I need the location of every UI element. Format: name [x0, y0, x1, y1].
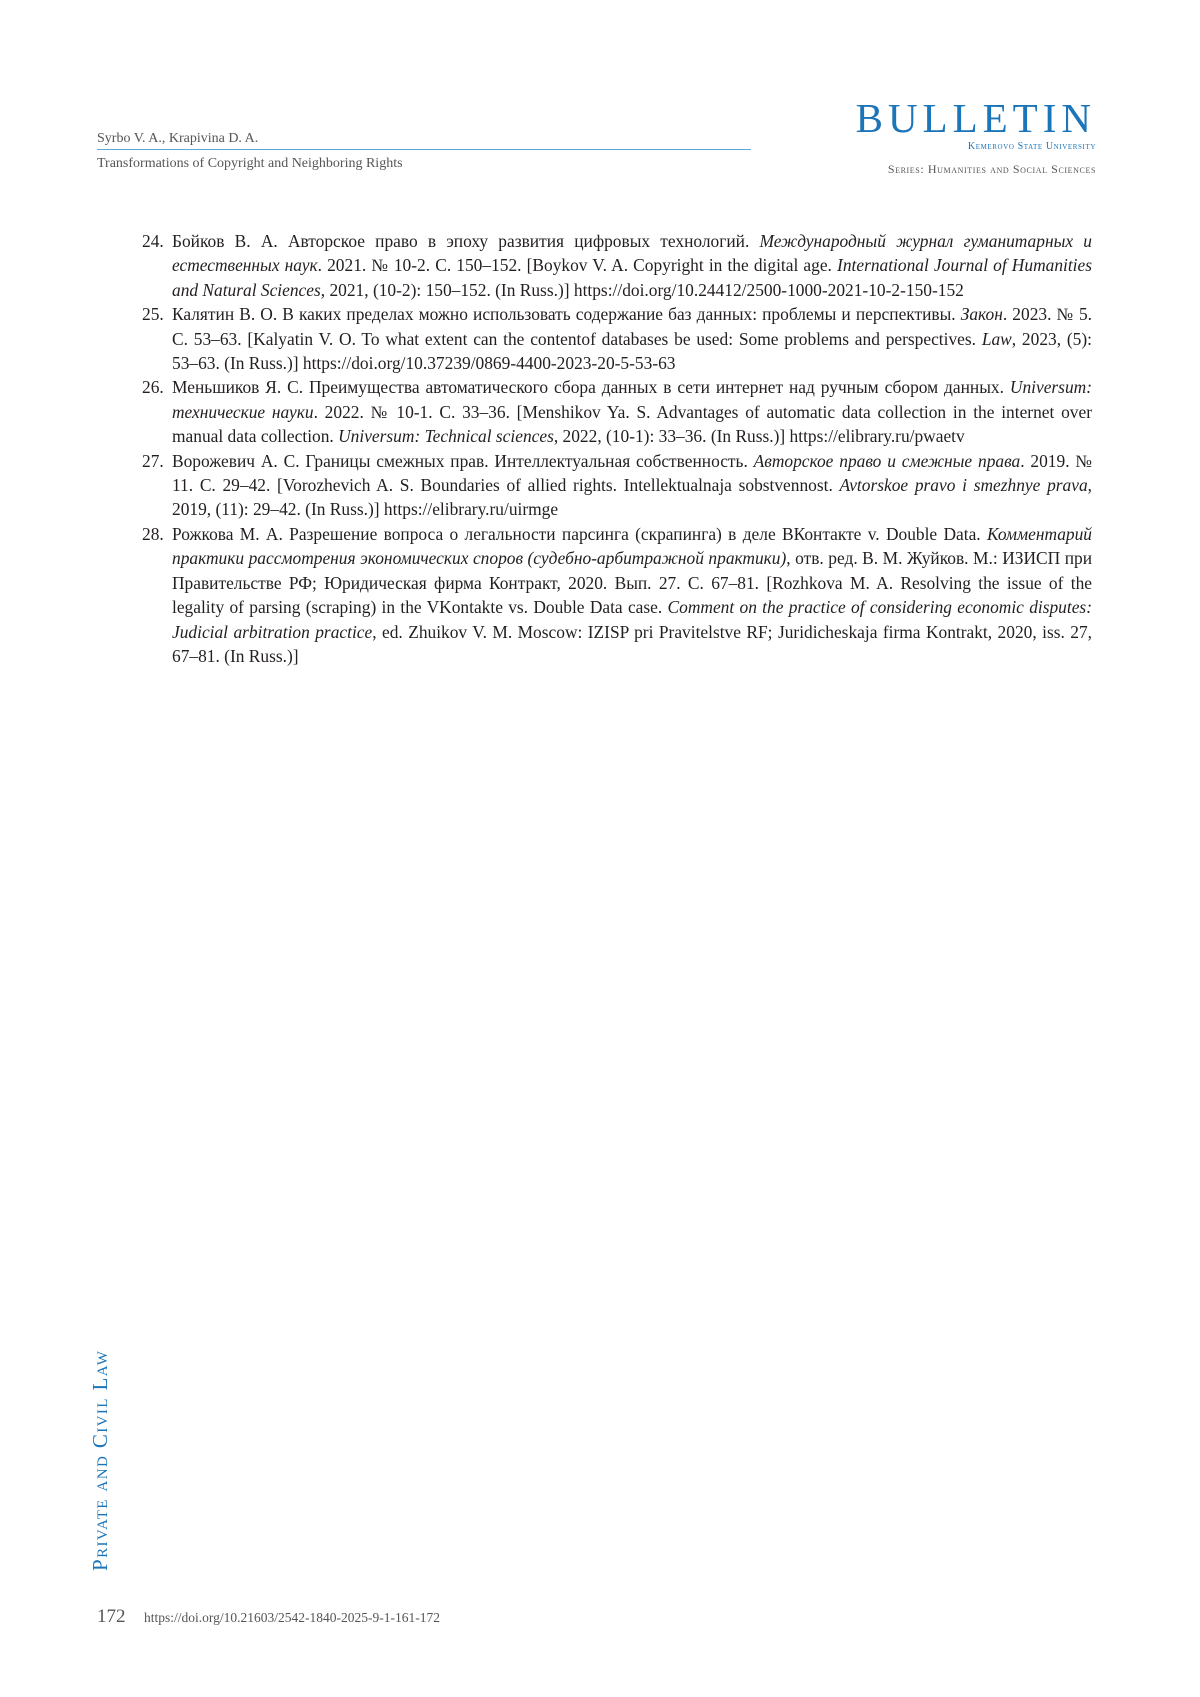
reference-item — [132, 302, 1092, 375]
reference-text: , 2019, (11): 29–42. (In Russ.)] https://elibrary.ru/uirmge — [172, 475, 1092, 520]
reference-number: 28. — [142, 523, 164, 544]
reference-text: Меньшиков Я. С. Преимущества автоматического сбора данных в сети интернет над ручным сбором данных. — [172, 377, 1010, 398]
reference-number: 25. — [142, 304, 164, 325]
reference-source-title: International Journal of Humanities and Natural Sciences — [172, 255, 1092, 300]
reference-source-title: Universum: Technical sciences — [338, 426, 554, 447]
reference-item — [132, 375, 1092, 448]
reference-text: Калятин В. О. В каких пределах можно использовать содержание баз данных: проблемы и перспективы. — [172, 304, 961, 325]
reference-number: 24. — [142, 231, 164, 251]
reference-text: Бойков В. А. Авторское право в эпоху развития цифровых технологий. — [172, 231, 760, 251]
reference-source-title: Comment on the practice of considering economic disputes: Judicial arbitration practice — [172, 597, 1092, 642]
reference-item — [132, 229, 1092, 302]
reference-source-title: Universum: технические науки — [172, 377, 1092, 422]
header-divider — [97, 149, 751, 150]
reference-text: , 2021, (10-2): 150–152. (In Russ.)] https://doi.org/10.24412/2500-1000-2021-10-2-150-152 — [320, 279, 964, 300]
journal-series: Series: Humanities and Social Sciences — [887, 162, 1096, 176]
reference-source-title: Международный журнал гуманитарных и естественных наук — [172, 231, 1092, 276]
reference-text: . 2023. № 5. С. 53–63. [Kalyatin V. O. To what extent can the contentof databases be used: Some problems and perspectives. — [172, 304, 1092, 349]
reference-number: 26. — [142, 377, 164, 398]
reference-number: 27. — [142, 450, 164, 471]
reference-source-title: Авторское право и смежные права — [753, 450, 1021, 471]
reference-item — [132, 449, 1092, 522]
reference-list — [132, 229, 1092, 668]
reference-text: Рожкова М. А. Разрешение вопроса о легальности парсинга (скрапинга) в деле ВКонтакте v. Double Data. — [172, 523, 987, 544]
reference-text: . 2019. № 11. С. 29–42. [Vorozhevich A. S. Boundaries of allied rights. Intellektualnaja sobstvennost. — [172, 450, 1092, 496]
reference-text: , ed. Zhuikov V. M. Moscow: IZISP pri Pravitelstve RF; Juridicheskaja firma Kontrakt, 2020, iss. 27, 67–81. (In Russ.)] — [172, 621, 1093, 666]
reference-text: . 2021. № 10-2. С. 150–152. [Boykov V. A. Copyright in the digital age. — [317, 255, 838, 276]
page-number: 172 — [97, 1606, 126, 1627]
reference-source-title: Комментарий практики рассмотрения экономических споров (судебно-арбитражной практики) — [172, 523, 1092, 569]
section-side-label: Private and Civil Law — [88, 1349, 112, 1571]
header-authors: Syrbo V. A., Krapivina D. A. — [97, 131, 259, 146]
reference-item — [132, 522, 1092, 668]
journal-logo — [855, 95, 1096, 176]
reference-text: , 2022, (10-1): 33–36. (In Russ.)] https://elibrary.ru/pwaetv — [553, 426, 965, 447]
reference-source-title: Avtorskoe pravo i smezhnye prava — [839, 475, 1088, 496]
journal-university: Kemerovo State University — [967, 141, 1096, 152]
reference-text: Ворожевич А. С. Границы смежных прав. Интеллектуальная собственность. — [172, 450, 754, 471]
header-article-title: Transformations of Copyright and Neighboring Rights — [97, 156, 403, 171]
reference-text: , 2023, (5): 53–63. (In Russ.)] https://doi.org/10.37239/0869-4400-2023-20-5-53-63 — [172, 328, 1092, 374]
reference-text: . 2022. № 10-1. С. 33–36. [Menshikov Ya. S. Advantages of automatic data collection in the internet over manual data collection. — [172, 401, 1092, 447]
article-doi: https://doi.org/10.21603/2542-1840-2025-9-1-161-172 — [144, 1610, 440, 1625]
reference-text: , отв. ред. В. М. Жуйков. М.: ИЗИСП при Правительстве РФ; Юридическая фирма Контракт, 2020. Вып. 27. С. 67–81. [Rozhkova M. A. Resolving the issue of the legality of parsing (scraping) in the VKontakte vs. Double Data case. — [172, 548, 1092, 618]
journal-name: BULLETIN — [855, 95, 1096, 141]
reference-source-title: Закон — [960, 304, 1003, 325]
reference-source-title: Law — [981, 328, 1012, 349]
